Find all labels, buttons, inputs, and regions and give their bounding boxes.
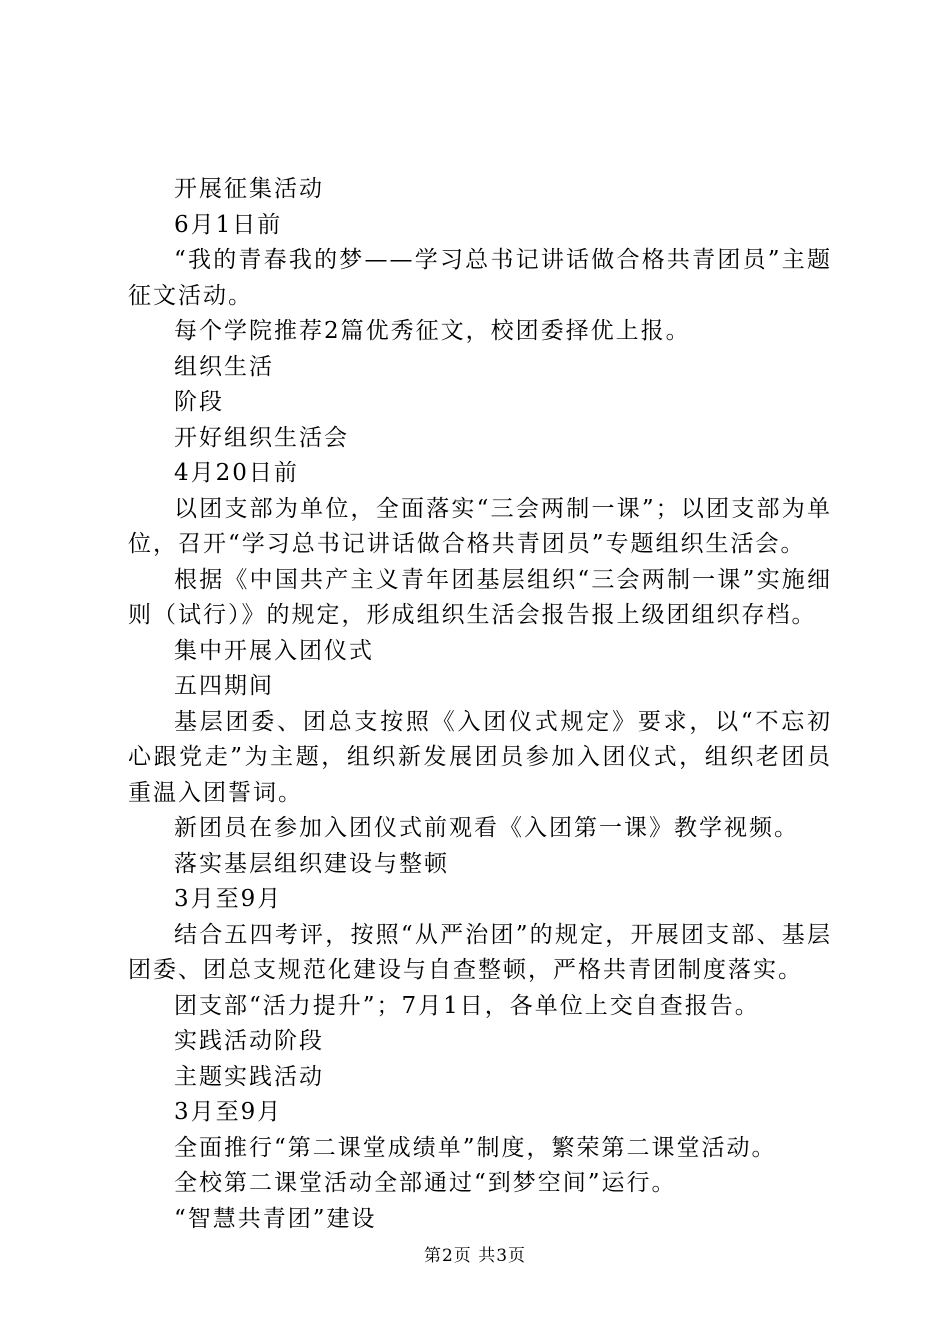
paragraph: 团支部“活力提升”；7月1日，各单位上交自查报告。 [174, 992, 760, 1019]
paragraph: 全校第二课堂活动全部通过“到梦空间”运行。 [174, 1170, 677, 1196]
paragraph: 结合五四考评，按照“从严治团”的规定，开展团支部、基层团委、团总支规范化建设与自查整顿，严格共青团制度落实。 [128, 921, 832, 983]
paragraph: 新团员在参加入团仪式前观看《入团第一课》教学视频。 [174, 815, 799, 841]
paragraph: “我的青春我的梦——学习总书记讲话做合格共青团员”主题征文活动。 [128, 247, 832, 309]
paragraph: 阶段 [174, 389, 224, 415]
paragraph: 根据《中国共产主义青年团基层组织“三会两制一课”实施细则（试行）》的规定，形成组织生活会报告报上级团组织存档。 [128, 566, 832, 628]
document-body [128, 172, 832, 1237]
paragraph: 开展征集活动 [174, 176, 324, 202]
paragraph: 4月20日前 [174, 460, 299, 486]
page-number-label: 第2页 共3页 [423, 1246, 527, 1266]
paragraph: 集中开展入团仪式 [174, 637, 374, 664]
paragraph: 每个学院推荐2篇优秀征文，校团委择优上报。 [174, 318, 691, 344]
paragraph: 五四期间 [174, 673, 274, 699]
paragraph: 6月1日前 [174, 211, 283, 238]
paragraph: 基层团委、团总支按照《入团仪式规定》要求，以“不忘初心跟党走”为主题，组织新发展团员参加入团仪式，组织老团员重温入团誓词。 [128, 708, 832, 806]
page-footer [0, 1244, 950, 1268]
paragraph: 3月至9月 [174, 886, 283, 912]
paragraph: 3月至9月 [174, 1099, 283, 1125]
paragraph: 主题实践活动 [174, 1063, 324, 1090]
paragraph: 落实基层组织建设与整顿 [174, 850, 449, 877]
paragraph: 全面推行“第二课堂成绩单”制度，繁荣第二课堂活动。 [174, 1134, 777, 1161]
paragraph: 以团支部为单位，全面落实“三会两制一课”；以团支部为单位，召开“学习总书记讲话做合格共青团员”专题组织生活会。 [128, 495, 832, 557]
paragraph: 开好组织生活会 [174, 424, 349, 451]
paragraph: “智慧共青团”建设 [174, 1205, 377, 1232]
paragraph: 实践活动阶段 [174, 1028, 324, 1054]
paragraph: 组织生活 [174, 353, 274, 380]
